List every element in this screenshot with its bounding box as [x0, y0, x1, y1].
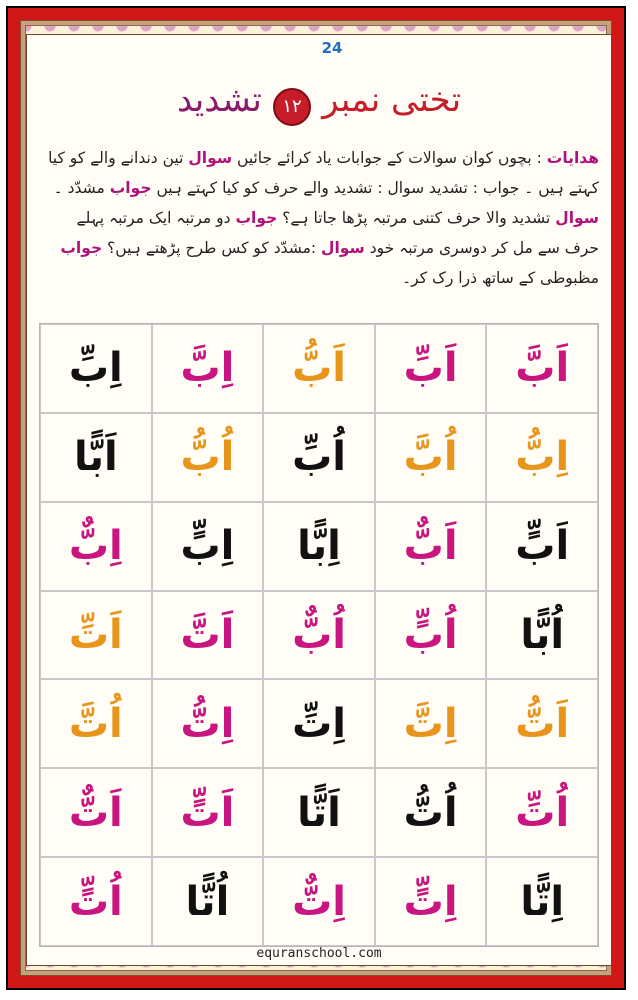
letter-cell: اَبٌّ — [375, 502, 487, 591]
letter-cell: اُتٍّ — [40, 857, 152, 946]
letter-cell: اَتًّا — [263, 768, 375, 857]
question-text: تشدید والا حرف کتنی مرتبہ پڑھا جاتا ہے؟ — [282, 209, 551, 227]
question-label: سوال — [321, 239, 365, 257]
question-label: سوال — [188, 149, 233, 167]
answer-label: جواب — [235, 209, 278, 227]
lesson-title — [27, 65, 611, 135]
question-text: سوال : تشدید والے حرف کو کیا کہتے ہیں — [156, 179, 425, 197]
answer-text: مظبوطی کے ساتھ ذرا رک کر۔ — [402, 269, 599, 287]
letter-cell: اِبَّ — [152, 324, 264, 413]
answer-text: مشدّد ۔ — [53, 179, 105, 197]
letter-grid — [39, 323, 599, 947]
title-part-lesson: تختی نمبر — [322, 80, 462, 120]
letter-cell: اِتُّ — [152, 679, 264, 768]
letter-cell: اُتًّا — [152, 857, 264, 946]
question-label: سوال — [555, 209, 599, 227]
letter-cell: اِبًّا — [263, 502, 375, 591]
letter-cell: اُبِّ — [263, 413, 375, 502]
letter-cell: اِتِّ — [263, 679, 375, 768]
page-number: 24 — [321, 39, 343, 57]
answer-label: جواب — [60, 239, 103, 257]
letter-cell: اُبًّا — [486, 591, 598, 680]
instructions-text: : بچوں کوان سوالات کے جوابات یاد کرائے جائیں — [237, 149, 542, 167]
letter-cell: اَتُّ — [486, 679, 598, 768]
letter-cell: اَتِّ — [40, 591, 152, 680]
letter-cell: اُبَّ — [375, 413, 487, 502]
letter-cell: اُتَّ — [40, 679, 152, 768]
letter-cell: اُبُّ — [152, 413, 264, 502]
question-text: تین دندانے والے کو کیا کہتے ہیں ۔ — [48, 149, 599, 197]
letter-cell: اِتٌّ — [263, 857, 375, 946]
letter-cell: اُبٍّ — [375, 591, 487, 680]
letter-cell: اِبٍّ — [152, 502, 264, 591]
letter-cell: اِتٍّ — [375, 857, 487, 946]
letter-cell: اَبُّ — [263, 324, 375, 413]
letter-cell: اَتٌّ — [40, 768, 152, 857]
letter-cell: اِتًّا — [486, 857, 598, 946]
letter-cell: اِبُّ — [486, 413, 598, 502]
answer-text: جواب : تشدید — [429, 179, 520, 197]
letter-cell: اَتٍّ — [152, 768, 264, 857]
letter-cell: اِبٌّ — [40, 502, 152, 591]
instructions-block — [39, 143, 599, 323]
title-number-badge: ۱۲ — [273, 88, 311, 126]
letter-cell: اَبَّ — [486, 324, 598, 413]
answer-text: دو مرتبہ ایک مرتبہ پہلے حرف سے مل کر دوسری مرتبہ خود — [76, 209, 599, 257]
letter-cell: اُبٌّ — [263, 591, 375, 680]
question-text: :مشدّد کو کس طرح پڑھتے ہیں؟ — [107, 239, 317, 257]
letter-cell: اُتِّ — [486, 768, 598, 857]
title-part-topic: تشدید — [176, 80, 262, 120]
answer-label: جواب — [109, 179, 152, 197]
lesson-page — [26, 34, 612, 966]
website-footer: equranschool.com — [256, 946, 382, 961]
letter-cell: اِبِّ — [40, 324, 152, 413]
letter-cell: اَبٍّ — [486, 502, 598, 591]
letter-cell: اَبِّ — [375, 324, 487, 413]
letter-cell: اِتَّ — [375, 679, 487, 768]
letter-cell: اَبًّا — [40, 413, 152, 502]
instructions-label: ھدایات — [546, 149, 599, 167]
letter-cell: اَتَّ — [152, 591, 264, 680]
letter-cell: اُتُّ — [375, 768, 487, 857]
